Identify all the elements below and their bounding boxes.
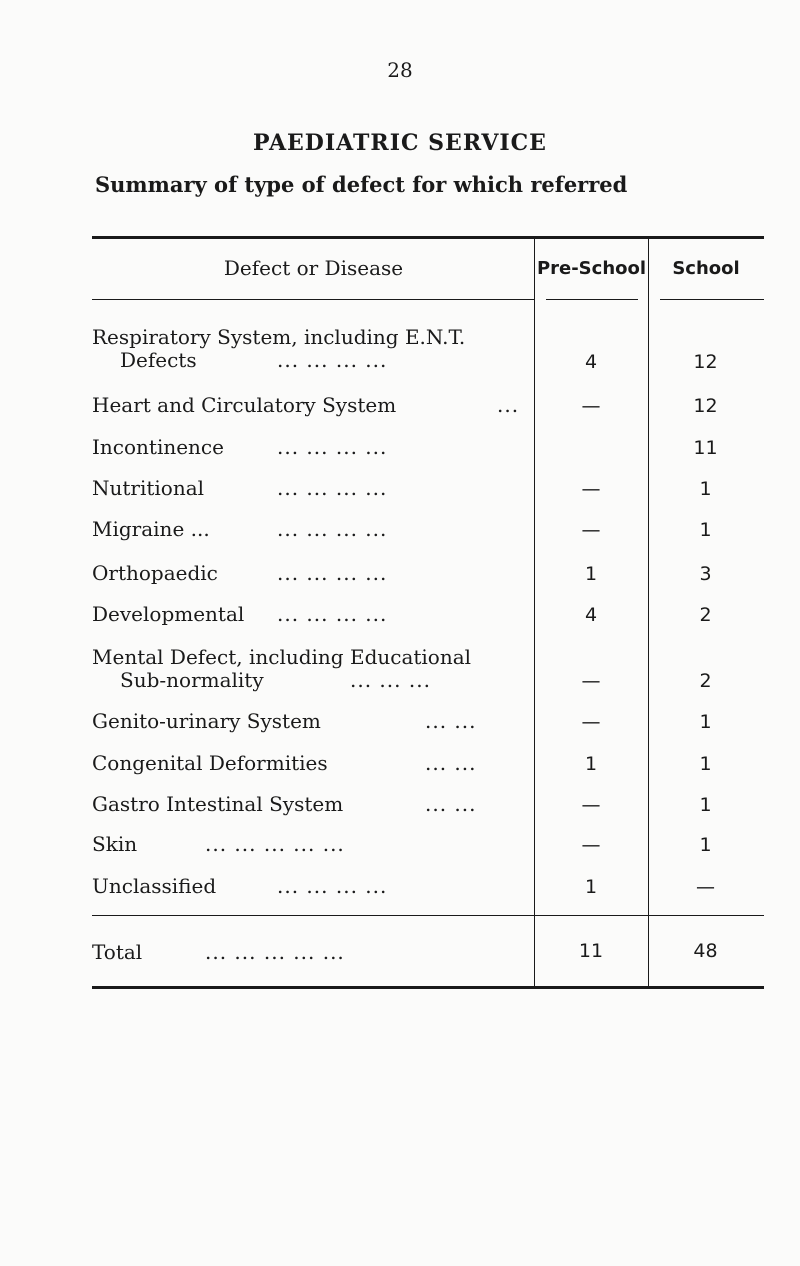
school-count: 1 <box>699 519 712 541</box>
school-count: 2 <box>699 604 712 626</box>
school-count: 1 <box>699 794 712 816</box>
dot-leaders: ... ... ... ... <box>277 517 388 541</box>
dot-leaders: ... ... ... ... <box>277 435 388 459</box>
school-count: 12 <box>693 395 718 417</box>
preschool-count: — <box>581 395 601 417</box>
row-label-line1: Respiratory System, including E.N.T. <box>92 325 466 349</box>
row-label-line1: Mental Defect, including Educational <box>92 645 472 669</box>
row-label: Heart and Circulatory System <box>92 393 397 417</box>
dot-leaders: ... <box>497 393 520 417</box>
preschool-count: 4 <box>584 351 598 373</box>
column-header-preschool: Pre-School <box>536 258 647 279</box>
page-number: 28 <box>387 58 413 82</box>
dot-leaders: ... ... ... ... <box>277 602 388 626</box>
dot-leaders: ... ... ... ... <box>277 348 388 372</box>
row-label: Sub-normality <box>120 668 264 692</box>
row-label: Incontinence <box>92 435 224 459</box>
dot-leaders: ... ... ... ... ... <box>205 940 345 964</box>
row-label: Migraine ... <box>92 517 210 541</box>
preschool-count: — <box>581 670 601 692</box>
header-rule-left <box>92 299 535 300</box>
preschool-count: 1 <box>584 753 598 775</box>
column-header-defect: Defect or Disease <box>223 256 404 280</box>
dot-leaders: ... ... ... <box>350 668 431 692</box>
dot-leaders: ... ... <box>425 792 477 816</box>
dot-leaders: ... ... ... ... <box>277 561 388 585</box>
school-count: 1 <box>699 711 712 733</box>
row-label: Skin <box>92 832 138 856</box>
row-label: Unclassified <box>92 874 217 898</box>
preschool-count: — <box>581 834 601 856</box>
table-caption: Summary of type of defect for which referred <box>95 172 628 197</box>
dot-leaders: ... ... ... ... <box>277 476 388 500</box>
preschool-count: 1 <box>584 563 598 585</box>
preschool-count: 4 <box>584 604 598 626</box>
row-label: Nutritional <box>92 476 205 500</box>
dot-leaders: ... ... ... ... ... <box>205 832 345 856</box>
school-count: 11 <box>693 437 718 459</box>
school-count: 1 <box>699 478 712 500</box>
dot-leaders: ... ... ... ... <box>277 874 388 898</box>
school-count: 12 <box>693 351 718 373</box>
total-preschool: 11 <box>578 940 604 962</box>
page-title: PAEDIATRIC SERVICE <box>253 130 547 156</box>
preschool-count: — <box>581 478 601 500</box>
preschool-count: 1 <box>584 876 598 898</box>
column-header-school: School <box>672 258 740 279</box>
row-label: Orthopaedic <box>92 561 218 585</box>
school-count: — <box>696 876 715 898</box>
school-count: 2 <box>699 670 712 692</box>
preschool-count: — <box>581 519 601 541</box>
total-school: 48 <box>693 940 718 962</box>
row-label: Defects <box>120 348 197 372</box>
total-rule <box>92 915 764 916</box>
school-count: 1 <box>699 834 712 856</box>
header-rule-pre <box>546 299 638 300</box>
row-label: Congenital Deformities <box>92 751 328 775</box>
table-bottom-rule <box>92 986 764 989</box>
dot-leaders: ... ... <box>425 751 477 775</box>
row-label: Gastro Intestinal System <box>92 792 344 816</box>
row-label: Genito-urinary System <box>92 709 321 733</box>
school-count: 1 <box>699 753 712 775</box>
school-count: 3 <box>699 563 712 585</box>
header-rule-school <box>660 299 764 300</box>
table-top-rule <box>92 236 764 239</box>
preschool-count: — <box>581 711 601 733</box>
dot-leaders: ... ... <box>425 709 477 733</box>
preschool-count: — <box>581 794 601 816</box>
total-label: Total <box>92 940 143 964</box>
row-label: Developmental <box>92 602 245 626</box>
